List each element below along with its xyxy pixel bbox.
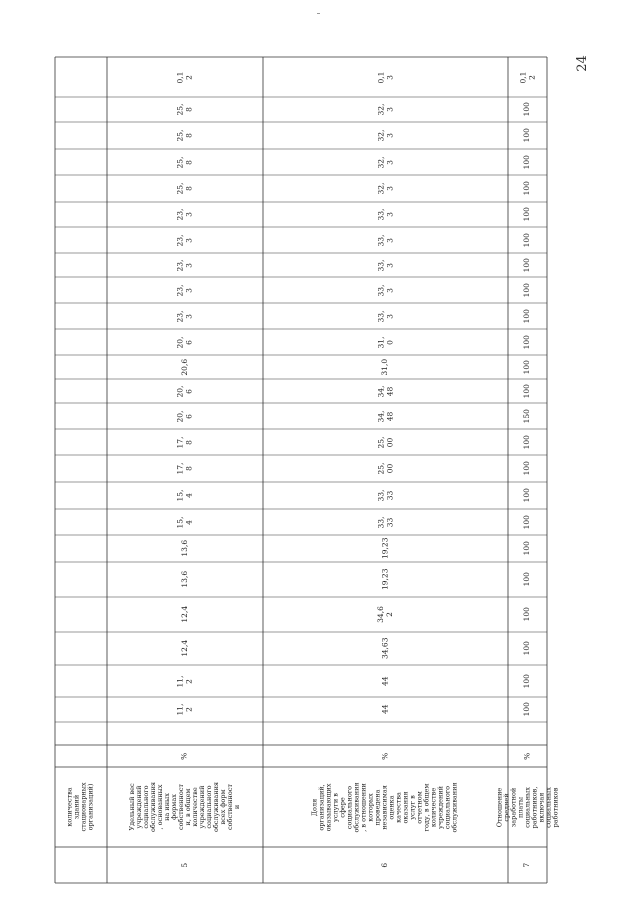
value-cell: [263, 202, 508, 227]
value-cell: [508, 379, 547, 403]
row-number-text: 5: [179, 862, 189, 868]
value-cell-text: 33, 3: [376, 234, 394, 246]
value-cell: [508, 253, 547, 277]
value-cell-text: 100: [522, 434, 532, 450]
value-cell-text: 25, 00: [376, 436, 394, 448]
value-cell-text: 100: [522, 154, 532, 170]
value-cell-text: 100: [522, 334, 532, 350]
value-cell: [508, 597, 547, 632]
value-cell-text: 13,6: [179, 571, 189, 588]
value-cell: [263, 697, 508, 722]
value-cell: [263, 149, 508, 175]
value-cell-text: 23, 3: [175, 284, 193, 296]
value-cell: [263, 97, 508, 122]
value-cell-text: 34, 48: [376, 385, 394, 397]
row-number-text: 6: [380, 862, 390, 868]
value-cell: [508, 455, 547, 482]
value-cell: [263, 597, 508, 632]
row-number: [107, 847, 263, 883]
value-cell: [508, 149, 547, 175]
value-cell-text: 150: [522, 408, 532, 424]
value-cell-text: 25, 8: [175, 129, 193, 142]
value-cell-text: 23, 3: [175, 208, 193, 221]
value-cell-text: 32, 3: [376, 129, 394, 142]
value-cell-text: 100: [522, 181, 532, 196]
value-cell-text: 23, 3: [175, 310, 193, 322]
value-cell: [107, 227, 263, 253]
row-label: [107, 767, 263, 847]
row-number-text: 7: [522, 862, 532, 868]
value-cell: [107, 697, 263, 722]
value-cell: [508, 97, 547, 122]
value-cell-text: 100: [522, 488, 532, 503]
value-cell: [107, 303, 263, 329]
value-cell-text: 15, 4: [175, 516, 193, 528]
value-cell-text: 12,4: [179, 606, 189, 623]
value-cell: [508, 403, 547, 429]
value-cell: [263, 303, 508, 329]
value-cell-text: 25, 8: [175, 156, 193, 168]
row-label-text: Отношение средней заработной платы социальных работников, включая социальных работников: [495, 786, 560, 828]
value-cell: [263, 57, 508, 97]
value-cell-text: 32, 3: [376, 182, 394, 195]
prev-row-label-text: количества зданий стационарных организаций): [65, 782, 95, 832]
value-cell-text: 100: [522, 572, 532, 587]
value-cell: [263, 665, 508, 697]
value-cell: [263, 632, 508, 665]
value-cell-text: 0,1 2: [175, 71, 193, 83]
value-cell-text: 20, 6: [175, 410, 193, 422]
value-cell-text: 33, 3: [376, 284, 394, 296]
value-cell: [508, 277, 547, 303]
value-cell: [263, 482, 508, 509]
value-cell-text: 23, 3: [175, 259, 193, 271]
value-cell: [107, 403, 263, 429]
value-cell-text: 100: [522, 102, 532, 117]
value-cell: [508, 535, 547, 562]
value-cell-text: 33, 3: [376, 310, 394, 322]
value-cell-text: 100: [522, 257, 532, 273]
value-cell-text: 44: [380, 704, 390, 715]
value-cell: [508, 175, 547, 202]
value-cell: [107, 665, 263, 697]
value-cell: [107, 722, 263, 745]
value-cell-text: 34,6 2: [375, 606, 394, 623]
value-cell-text: 34, 48: [376, 410, 394, 422]
row-unit-text: %: [522, 752, 532, 760]
value-cell-text: 19,23: [380, 537, 390, 560]
value-cell-text: 25, 8: [175, 182, 193, 195]
value-cell: [263, 277, 508, 303]
value-cell-text: 12,4: [179, 640, 189, 657]
value-cell-text: 15, 4: [175, 489, 193, 502]
row-unit-text: %: [179, 752, 189, 760]
value-cell: [508, 665, 547, 697]
value-cell: [107, 57, 263, 97]
value-cell: [263, 722, 508, 745]
value-cell-text: 34,63: [380, 637, 390, 660]
value-cell-text: 32, 3: [376, 156, 394, 168]
value-cell-text: 100: [522, 461, 532, 476]
value-cell: [107, 355, 263, 379]
value-cell-text: 100: [522, 359, 532, 375]
value-cell-text: 11, 2: [175, 703, 193, 716]
value-cell: [263, 429, 508, 455]
value-cell: [107, 632, 263, 665]
value-cell: [107, 122, 263, 149]
value-cell-text: 100: [522, 541, 532, 556]
value-cell-text: 33, 33: [376, 516, 394, 528]
value-cell-text: 100: [522, 207, 532, 222]
value-cell: [508, 509, 547, 535]
value-cell-text: 100: [522, 514, 532, 530]
value-cell-text: 31,0: [380, 358, 390, 376]
value-cell: [508, 697, 547, 722]
value-cell: [263, 122, 508, 149]
row-number: [263, 847, 508, 883]
value-cell-text: 25, 8: [175, 103, 193, 116]
value-cell-text: 100: [522, 383, 532, 399]
value-cell: [107, 455, 263, 482]
value-cell: [263, 329, 508, 355]
value-cell-text: 20, 6: [175, 336, 193, 348]
row-label: [263, 767, 508, 847]
value-cell: [263, 253, 508, 277]
value-cell: [263, 455, 508, 482]
value-cell-text: 20,6: [179, 358, 189, 376]
value-cell: [107, 562, 263, 597]
row-unit: [107, 745, 263, 767]
value-cell: [107, 149, 263, 175]
value-cell-text: 44: [380, 676, 390, 686]
value-cell: [107, 277, 263, 303]
value-cell: [508, 57, 547, 97]
value-cell: [107, 597, 263, 632]
row-number: [508, 847, 547, 883]
value-cell: [508, 329, 547, 355]
value-cell: [508, 482, 547, 509]
value-cell-text: 100: [522, 232, 532, 248]
value-cell-text: 20, 6: [175, 385, 193, 397]
value-cell-text: 19,23: [380, 568, 390, 591]
value-cell: [508, 429, 547, 455]
value-cell-text: 0,1 3: [376, 71, 394, 83]
page-number: 24: [574, 55, 590, 72]
value-cell: [107, 329, 263, 355]
value-cell: [508, 227, 547, 253]
value-cell-text: 11, 2: [175, 675, 193, 687]
value-cell-text: 23, 3: [175, 234, 193, 246]
value-cell: [263, 175, 508, 202]
value-cell: [107, 253, 263, 277]
value-cell: [263, 562, 508, 597]
value-cell: [107, 97, 263, 122]
row-unit-text: %: [380, 752, 390, 760]
value-cell-text: 17, 8: [175, 462, 193, 475]
value-cell: [107, 175, 263, 202]
value-cell: [263, 509, 508, 535]
value-cell: [508, 562, 547, 597]
value-cell-text: 33, 3: [376, 208, 394, 221]
value-cell-text: 100: [522, 282, 532, 298]
value-cell: [107, 429, 263, 455]
value-cell: [107, 482, 263, 509]
value-cell-text: 25, 00: [376, 462, 394, 475]
row-unit: [508, 745, 547, 767]
value-cell: [263, 227, 508, 253]
value-cell: [508, 355, 547, 379]
value-cell-text: 33, 33: [376, 489, 394, 502]
value-cell-text: 33, 3: [376, 259, 394, 271]
value-cell: [107, 202, 263, 227]
value-cell: [263, 379, 508, 403]
value-cell: [508, 303, 547, 329]
value-cell-text: 31, 0: [376, 336, 394, 348]
value-cell-text: 100: [522, 673, 532, 689]
scan-mark: [317, 13, 320, 14]
value-cell: [508, 632, 547, 665]
value-cell-text: 100: [522, 128, 532, 143]
value-cell-text: 32, 3: [376, 103, 394, 116]
value-cell: [508, 722, 547, 745]
value-cell-text: 100: [522, 702, 532, 717]
value-cell: [263, 403, 508, 429]
value-cell-text: 0,1 2: [518, 71, 536, 83]
value-cell: [263, 535, 508, 562]
prev-row-label: [55, 767, 107, 847]
data-table: [55, 57, 560, 883]
value-cell: [263, 355, 508, 379]
row-label-text: Доля организаций, оказывающих услуги в сфере социального обслуживания , в отношении которых проведена независимая оценка качества оказания услуг в отчетном году, в общем количестве учреждений социального обслуживания: [310, 781, 459, 833]
value-cell: [107, 509, 263, 535]
row-unit: [263, 745, 508, 767]
row-label-text: Удельный вес учреждений социального обслуживания , основанных на иных формах собственност и, в общем количестве учреждений социального обслуживания всех форм собственност и: [127, 781, 241, 833]
value-cell: [107, 379, 263, 403]
value-cell: [508, 202, 547, 227]
value-cell: [508, 122, 547, 149]
value-cell: [107, 535, 263, 562]
row-label: [495, 767, 560, 847]
value-cell-text: 100: [522, 308, 532, 324]
value-cell-text: 100: [522, 607, 532, 622]
value-cell-text: 13,6: [179, 540, 189, 557]
value-cell-text: 17, 8: [175, 436, 193, 448]
value-cell-text: 100: [522, 641, 532, 656]
